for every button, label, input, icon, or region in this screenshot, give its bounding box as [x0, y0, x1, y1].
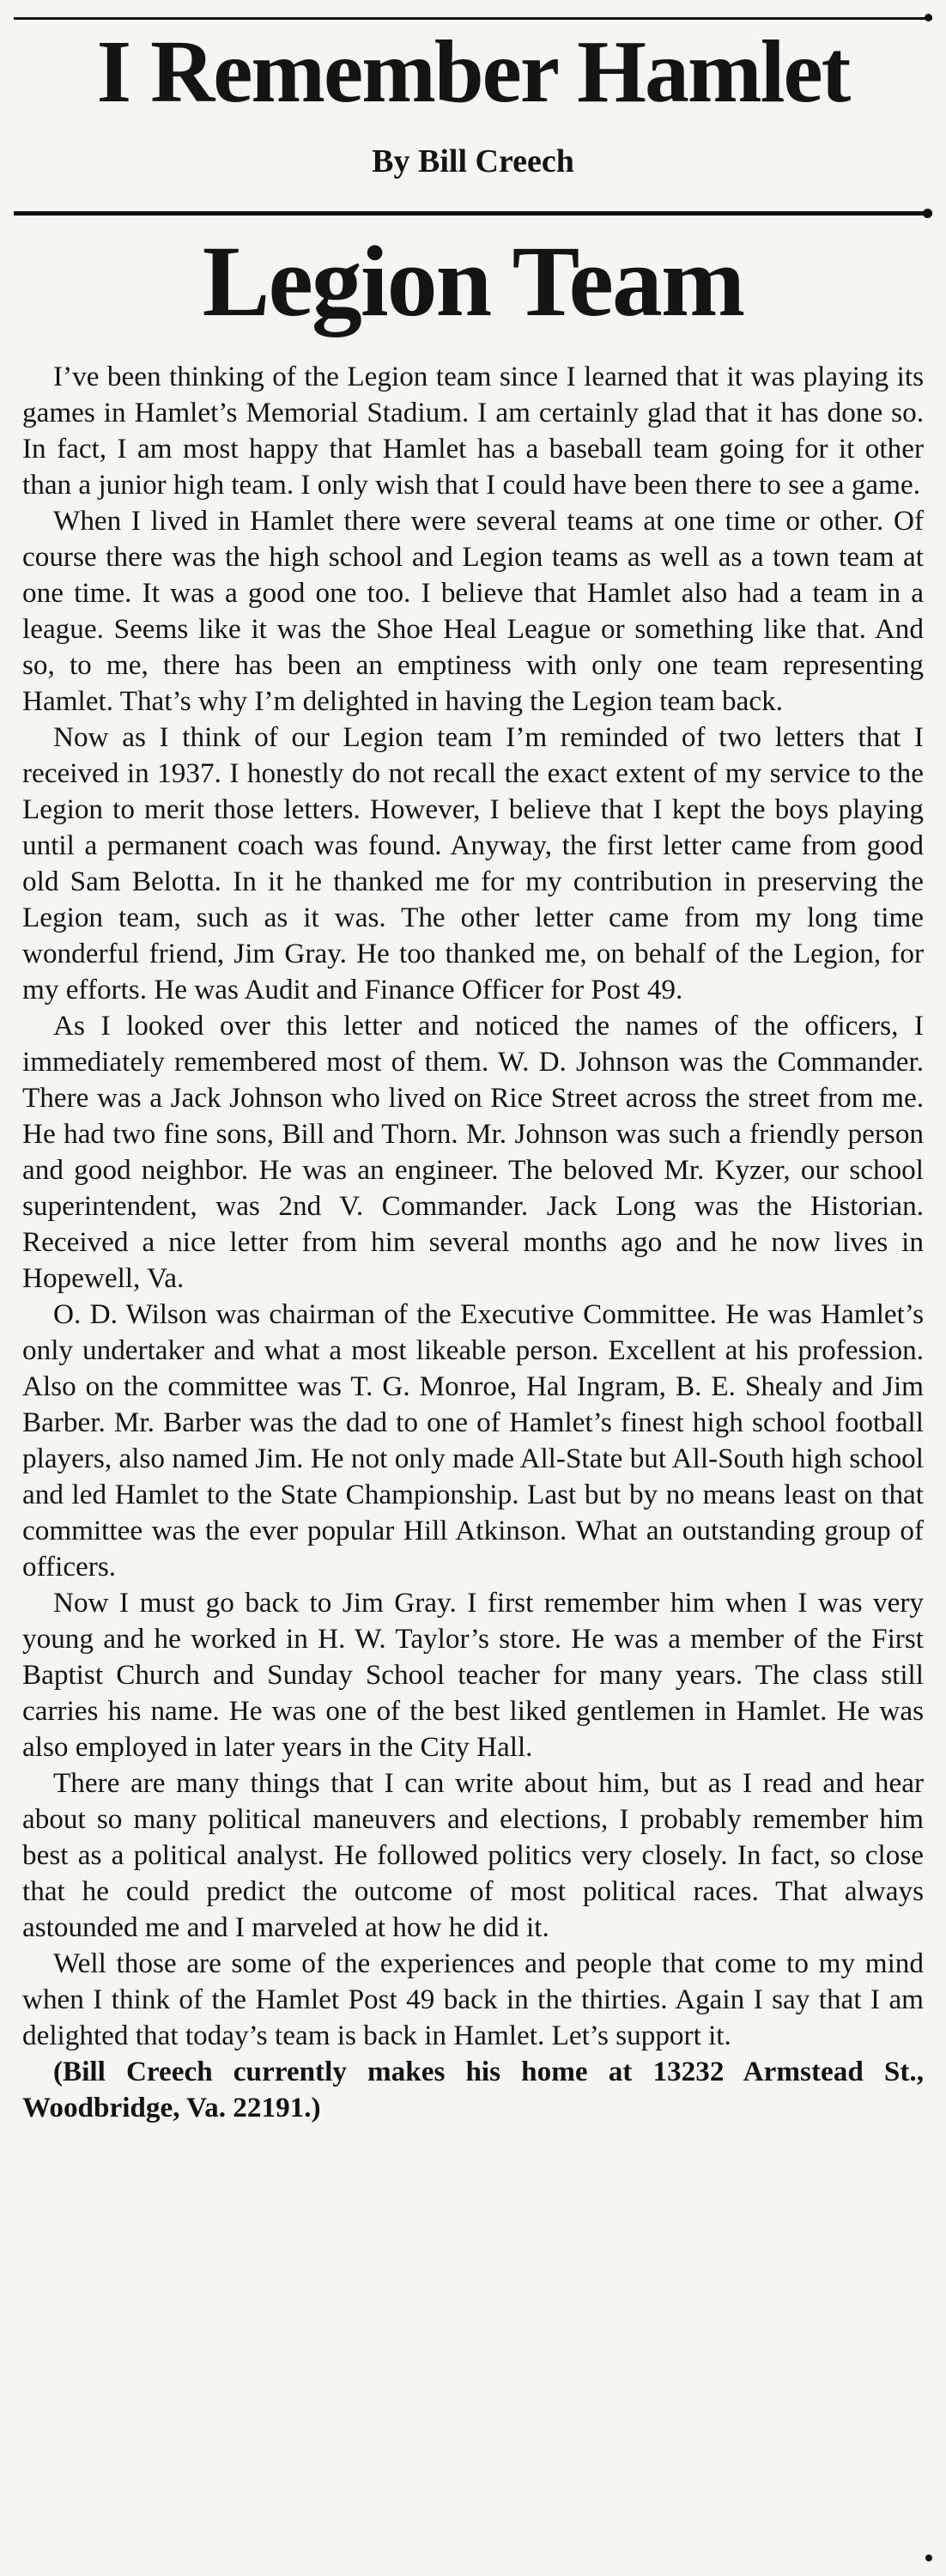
- author-note: (Bill Creech currently makes his home at 13232 Armstead St., Woodbridge, Va. 22191.): [22, 2056, 924, 2123]
- article-paragraph: When I lived in Hamlet there were several teams at one time or other. Of course there was the high school and Legion teams as well as a town team at one time. It was a good one too. I believe that Hamlet also had a team in a league. Seems like it was the Shoe Heal League or something like that. And so, to me, there has been an emptiness with only one team representing Hamlet. That’s why I’m delighted in having the Legion team back.: [22, 505, 924, 717]
- article-paragraph: Now I must go back to Jim Gray. I first remember him when I was very young and he worked in H. W. Taylor’s store. He was a member of the First Baptist Church and Sunday School teacher for many years. The class still carries his name. He was one of the best liked gentlemen in Hamlet. He was also employed in later years in the City Hall.: [22, 1587, 924, 1763]
- bottom-dot: [925, 2555, 932, 2561]
- rule-end-dot: [925, 14, 932, 21]
- article-paragraph: I’ve been thinking of the Legion team since I learned that it was playing its games in Hamlet’s Memorial Stadium. I am certainly glad that it has done so. In fact, I am most happy that Hamlet has a baseball team going for it other than a junior high team. I only wish that I could have been there to see a game.: [22, 361, 924, 501]
- article-paragraph: Well those are some of the experiences and people that come to my mind when I think of the Hamlet Post 49 back in the thirties. Again I say that I am delighted that today’s team is back in Hamlet. Let’s support it.: [22, 1947, 924, 2051]
- article-headline: Legion Team: [202, 225, 744, 337]
- article-paragraph: O. D. Wilson was chairman of the Executive Committee. He was Hamlet’s only undertaker and what a most likeable person. Excellent at his profession. Also on the committee was T. G. Monroe, Hal Ingram, B. E. Shealy and Jim Barber. Mr. Barber was the dad to one of Hamlet’s finest high school football players, also named Jim. He not only made All-State but All-South high school and led Hamlet to the State Championship. Last but by no means least on that committee was the ever popular Hill Atkinson. What an outstanding group of officers.: [22, 1298, 924, 1583]
- column-title: I Remember Hamlet: [96, 22, 850, 121]
- article-paragraph: Now as I think of our Legion team I’m reminded of two letters that I received in 1937. I honestly do not recall the exact extent of my service to the Legion to merit those letters. However, I believe that I kept the boys playing until a permanent coach was found. Anyway, the first letter came from good old Sam Belotta. In it he thanked me for my contribution in preserving the Legion team, such as it was. The other letter came from my long time wonderful friend, Jim Gray. He too thanked me, on behalf of the Legion, for my efforts. He was Audit and Finance Officer for Post 49.: [22, 721, 924, 1005]
- top-rule: [14, 17, 932, 20]
- byline: By Bill Creech: [372, 143, 574, 179]
- article-paragraph: There are many things that I can write about him, but as I read and hear about so many political maneuvers and elections, I probably remember him best as a political analyst. He followed politics very closely. In fact, so close that he could predict the outcome of most political races. That always astounded me and I marveled at how he did it.: [22, 1767, 924, 1943]
- headline-rule: [14, 211, 932, 216]
- rule-end-dot: [923, 209, 932, 218]
- article-body: [22, 359, 924, 2126]
- article-paragraph: As I looked over this letter and noticed the names of the officers, I immediately remembered most of them. W. D. Johnson was the Commander. There was a Jack Johnson who lived on Rice Street across the street from me. He had two fine sons, Bill and Thorn. Mr. Johnson was such a friendly person and good neighbor. He was an engineer. The beloved Mr. Kyzer, our school superintendent, was 2nd V. Commander. Jack Long was the Historian. Received a nice letter from him several months ago and he now lives in Hopewell, Va.: [22, 1010, 924, 1294]
